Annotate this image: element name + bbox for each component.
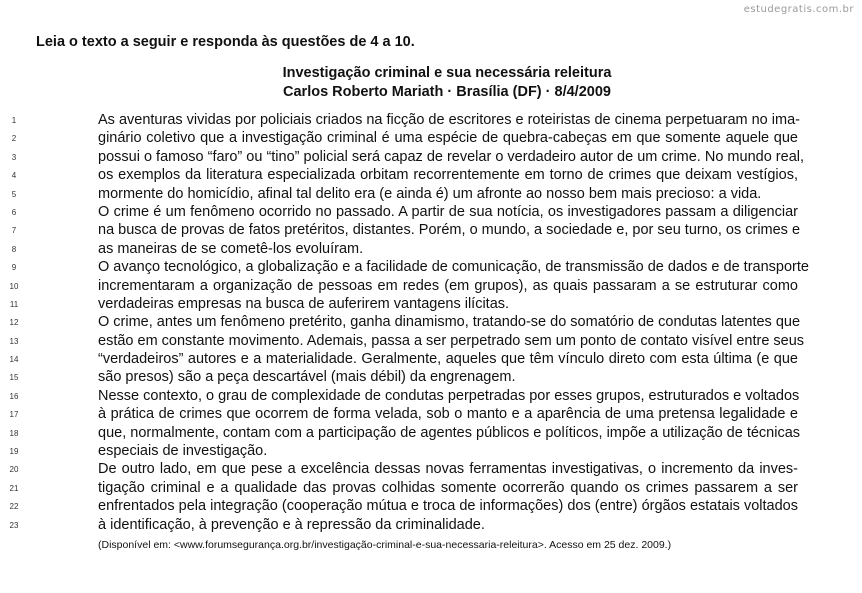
line-text: O crime é um fenômeno ocorrido no passado. A partir de sua notícia, os investigadores passam a diligenciar <box>98 203 798 220</box>
line-number: 12 <box>9 318 19 328</box>
line-text: possui o famoso “faro” ou “tino” policial será capaz de revelar o verdadeiro autor de um crime. No mundo real, <box>98 148 805 165</box>
line-number: 13 <box>9 336 19 346</box>
article-byline: Carlos Roberto Mariath · Brasília (DF) · 8/4/2009 <box>283 84 611 100</box>
site-watermark: estudegratis.com.br <box>743 4 854 15</box>
text-line <box>9 313 801 331</box>
instruction-text: Leia o texto a seguir e responda às questões de 4 a 10. <box>36 34 415 50</box>
line-text: As aventuras vividas por policiais criados na ficção de escritores e roteiristas de cinema perpetuaram no ima- <box>98 112 800 128</box>
line-number: 14 <box>9 355 19 365</box>
line-text: são presos) são a peça descartável (mais débil) da engrenagem. <box>98 369 516 386</box>
text-line <box>9 405 798 423</box>
line-text: enfrentados pela integração (cooperação mútua e troca de informações) dos (entre) órgãos estatais voltados <box>98 498 798 515</box>
text-line <box>9 368 798 386</box>
text-line <box>11 240 798 258</box>
line-text: Nesse contexto, o grau de complexidade de condutas perpetradas por esses grupos, estruturados e voltados <box>98 387 800 404</box>
text-line <box>9 424 801 442</box>
line-text: O avanço tecnológico, a globalização e a facilidade de comunicação, de transmissão de dados e de transporte <box>98 259 809 276</box>
line-text: De outro lado, em que pese a excelência dessas novas ferramentas investigativas, o incremento da inves- <box>98 461 798 478</box>
text-line <box>9 497 798 515</box>
text-line <box>9 479 798 497</box>
line-number: 4 <box>11 171 17 181</box>
text-line <box>11 203 798 221</box>
line-number: 8 <box>11 244 17 254</box>
text-line <box>11 258 809 276</box>
line-number: 22 <box>9 502 19 512</box>
line-text: verdadeiras empresas na busca de auferirem vantagens ilícitas. <box>98 295 510 312</box>
line-text: mormente do homicídio, afinal tal delito era (e ainda é) um afronte ao nosso bem mais precioso: a vida. <box>98 185 762 202</box>
line-number: 18 <box>9 428 19 438</box>
article-header <box>0 64 862 102</box>
line-number: 9 <box>11 263 17 273</box>
line-number: 20 <box>9 465 19 475</box>
line-text: estão em constante movimento. Ademais, passa a ser perpetrado sem um ponto de contato visível entre seus <box>98 332 805 349</box>
line-text: O crime, antes um fenômeno pretérito, ganha dinamismo, tratando-se do somatório de condutas latentes que <box>98 314 801 331</box>
line-number: 2 <box>11 134 17 144</box>
line-text: as maneiras de se cometê-los evoluíram. <box>98 240 364 257</box>
line-number: 1 <box>11 116 17 125</box>
line-number: 23 <box>9 520 19 530</box>
text-line <box>9 277 798 295</box>
text-line <box>9 387 800 405</box>
line-text: na busca de provas de fatos pretéritos, distantes. Porém, o mundo, a sociedade e, por seu turno, os crimes e <box>98 222 801 239</box>
line-text: tigação criminal e a qualidade das provas colhidas somente ocorrerão quando os crimes passarem a ser <box>98 479 798 496</box>
line-number: 19 <box>9 447 19 457</box>
text-line <box>11 129 798 147</box>
line-number: 21 <box>9 483 19 493</box>
line-text: especiais de investigação. <box>98 443 268 460</box>
line-text: à identificação, à prevenção e à repressão da criminalidade. <box>98 516 485 533</box>
line-text: ginário coletivo que a investigação criminal é uma espécie de quebra-cabeças em que somente aquele que <box>98 130 798 147</box>
line-text: os exemplos da literatura especializada orbitam recorrentemente em torno de crimes que deixam vestígios, <box>98 167 798 184</box>
source-citation: (Disponível em: <www.forumsegurança.org.br/investigação-criminal-e-sua-necessaria-releitura>. Acesso em 25 dez. 2009.) <box>98 539 672 551</box>
text-line <box>9 350 798 368</box>
line-number: 5 <box>11 189 17 199</box>
text-line <box>11 185 798 203</box>
line-text: que, normalmente, contam com a participação de agentes públicos e políticos, impõe a utilização de técnicas <box>98 424 801 441</box>
line-text: “verdadeiros” autores e a materialidade. Geralmente, aqueles que têm vínculo direto com esta última (e que <box>98 351 798 368</box>
text-line <box>9 460 798 478</box>
line-number: 11 <box>9 299 19 309</box>
text-line <box>11 111 800 129</box>
text-line <box>9 332 805 350</box>
line-number: 3 <box>11 152 17 162</box>
text-line <box>11 148 805 166</box>
text-line <box>9 295 798 313</box>
line-number: 15 <box>9 373 19 383</box>
line-number: 16 <box>9 391 19 401</box>
line-number: 17 <box>9 410 19 420</box>
line-text: incrementaram a organização de pessoas em redes (em grupos), as quais passaram a se estruturar como <box>98 277 798 294</box>
article-body <box>9 111 809 534</box>
text-line <box>9 516 798 534</box>
line-text: à prática de crimes que ocorrem de forma velada, sob o manto e a aparência de uma pretensa legalidade e <box>98 406 798 423</box>
article-title: Investigação criminal e sua necessária releitura <box>282 65 612 81</box>
line-number: 6 <box>11 207 17 217</box>
line-number: 10 <box>9 281 19 291</box>
text-line <box>11 166 798 184</box>
text-line <box>11 221 801 239</box>
text-line <box>9 442 798 460</box>
line-number: 7 <box>11 226 17 236</box>
